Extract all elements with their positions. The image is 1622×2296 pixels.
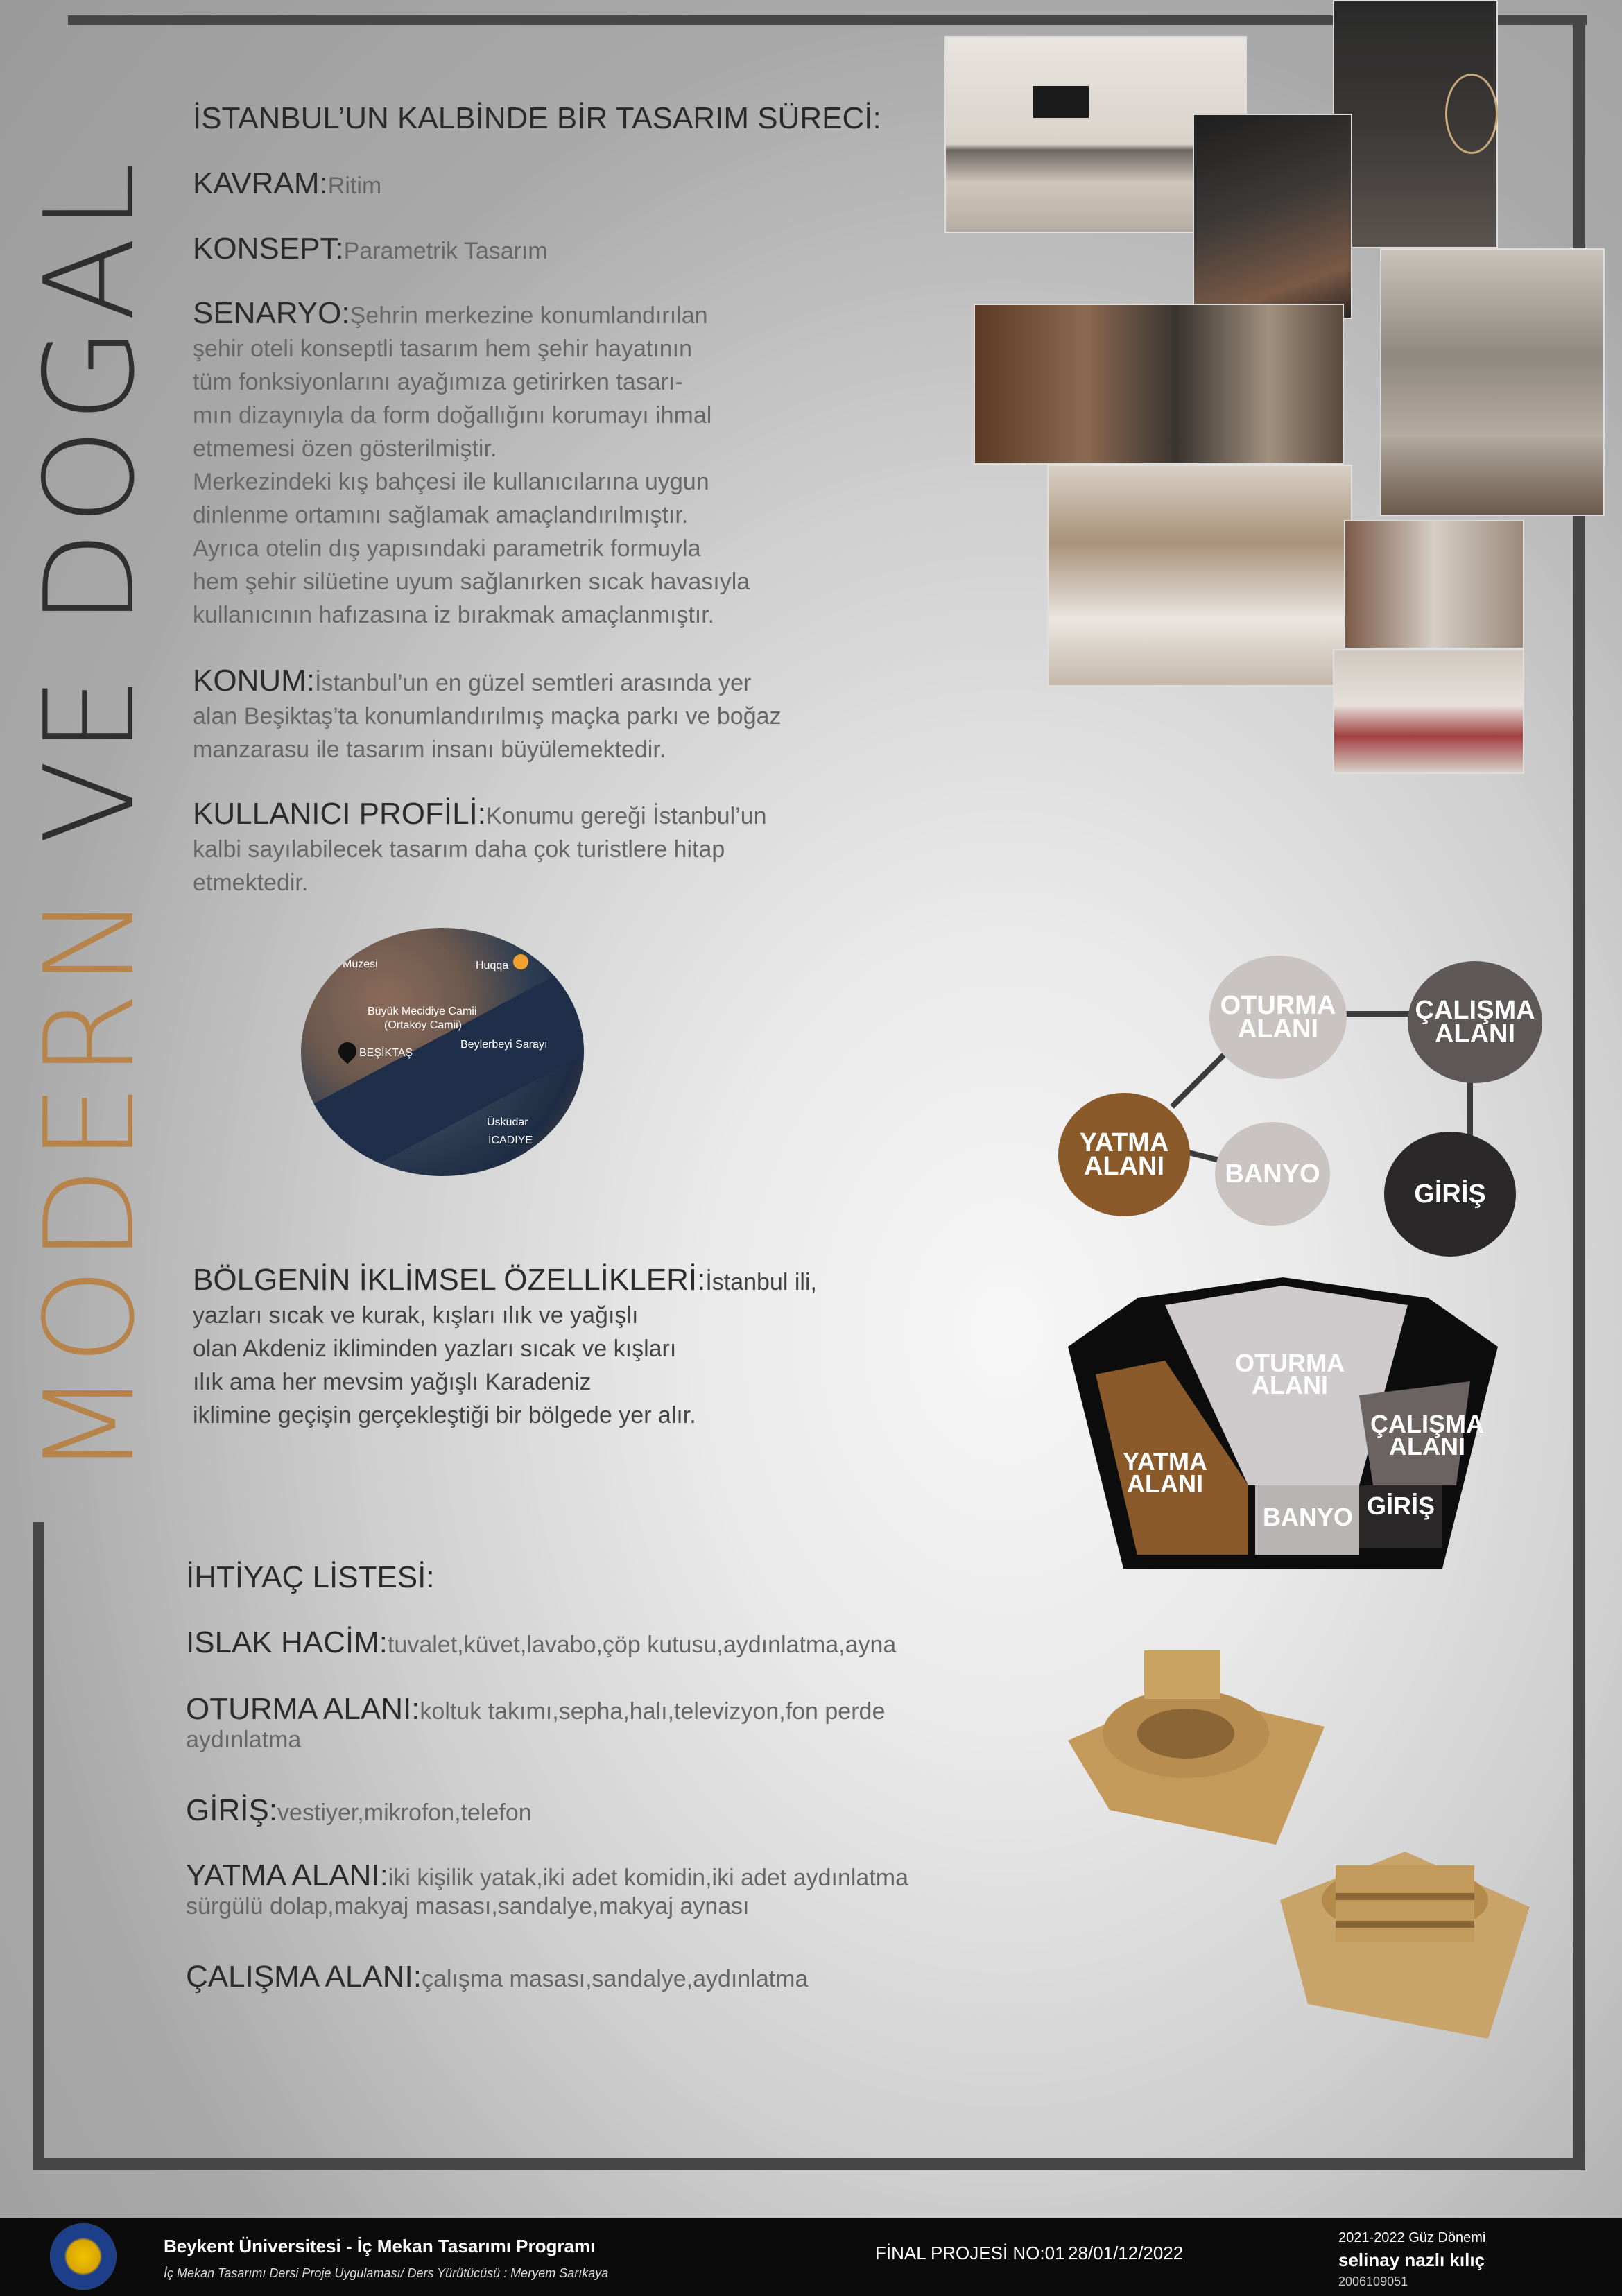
senaryo-line: Şehrin merkezine konumlandırılan xyxy=(350,302,708,329)
ihtiyac-item-value-2: aydınlatma xyxy=(186,1727,302,1753)
frame-left xyxy=(33,1522,44,2170)
konsept-label: KONSEPT: xyxy=(193,232,344,266)
senaryo-line: tüm fonksiyonlarını ayağımıza getirirken tasarı- xyxy=(193,369,683,395)
floor-plan xyxy=(1068,1277,1498,1569)
iklim-line: iklimine geçişin gerçekleştiği bir bölgede yer alır. xyxy=(193,1402,696,1428)
ihtiyac-item-value: koltuk takımı,sepha,halı,televizyon,fon perde xyxy=(420,1698,886,1725)
senaryo-line: şehir oteli konseptli tasarım hem şehir hayatının xyxy=(193,336,693,362)
iklim-line: ılık ama her mevsim yağışlı Karadeniz xyxy=(193,1369,592,1395)
ihtiyac-item-value: iki kişilik yatak,iki adet komidin,iki adet aydınlatma xyxy=(388,1865,909,1891)
vertical-title-rest: VE DOGAL xyxy=(18,157,162,889)
map-label: Huqqa xyxy=(476,960,509,972)
frame-bottom xyxy=(44,2158,1585,2170)
bubble-giris: GİRİŞ xyxy=(1384,1132,1516,1257)
ihtiyac-item-label: ISLAK HACİM: xyxy=(186,1625,388,1659)
konum-line: alan Beşiktaş’ta konumlandırılmış maçka parkı ve boğaz xyxy=(193,703,782,730)
plan-label-giris: GİRİŞ xyxy=(1366,1492,1435,1520)
interior-photo xyxy=(1047,465,1352,687)
senaryo-block xyxy=(193,297,886,632)
ihtiyac-title: İHTİYAÇ LİSTESİ: xyxy=(186,1560,435,1594)
map-water xyxy=(301,969,584,1176)
bubble-yatma: YATMA ALANI xyxy=(1058,1093,1190,1216)
footer-term: 2021-2022 Güz Dönemi xyxy=(1338,2230,1486,2245)
interior-photo xyxy=(1333,0,1498,248)
kullanici-block xyxy=(193,797,921,899)
ihtiyac-item xyxy=(186,1960,808,1994)
ihtiyac-item-label: ÇALIŞMA ALANI: xyxy=(186,1960,422,1994)
ihtiyac-item xyxy=(186,1793,532,1828)
iklim-line: yazları sıcak ve kurak, kışları ılık ve yağışlı xyxy=(193,1302,639,1329)
senaryo-line: dinlenme ortamını sağlamak amaçlandırılmıştır. xyxy=(193,502,689,528)
kullanici-label: KULLANICI PROFİLİ: xyxy=(193,797,487,831)
bubble-calisma: ÇALIŞMA ALANI xyxy=(1408,961,1542,1083)
plan-label-calisma: ÇALIŞMA ALANI xyxy=(1370,1410,1484,1460)
footer-date: 28/01/12/2022 xyxy=(1068,2243,1184,2263)
map-label: BEŞİKTAŞ xyxy=(359,1047,413,1059)
plan-label-banyo: BANYO xyxy=(1262,1503,1353,1531)
konsept-value: Parametrik Tasarım xyxy=(343,238,548,264)
ihtiyac-item-label: GİRİŞ: xyxy=(186,1793,278,1827)
model-photo xyxy=(1280,1831,1530,2046)
ihtiyac-item-value: çalışma masası,sandalye,aydınlatma xyxy=(421,1966,809,1992)
senaryo-label: SENARYO: xyxy=(193,296,350,330)
footer-university: Beykent Üniversitesi - İç Mekan Tasarımı Programı xyxy=(164,2236,596,2256)
senaryo-line: mın dizaynıyla da form doğallığını korumayı ihmal xyxy=(193,402,712,429)
konum-block xyxy=(193,664,921,766)
konum-line: İstanbul’un en güzel semtleri arasında yer xyxy=(315,670,752,696)
plan-label-oturma: OTURMA ALANI xyxy=(1235,1349,1345,1399)
footer-number: 2006109051 xyxy=(1338,2275,1408,2288)
footer-student: selinay nazlı kılıç xyxy=(1338,2250,1485,2270)
interior-photo xyxy=(1333,649,1524,774)
map-label: (Ortaköy Camii) xyxy=(384,1019,463,1031)
ihtiyac-item-value-2: sürgülü dolap,makyaj masası,sandalye,makyaj aynası xyxy=(186,1893,750,1919)
kavram-label: KAVRAM: xyxy=(193,166,328,200)
konum-label: KONUM: xyxy=(193,664,315,698)
ihtiyac-item-label: YATMA ALANI: xyxy=(186,1858,388,1892)
iklim-line: İstanbul ili, xyxy=(705,1269,817,1295)
map-label: Beylerbeyi Sarayı xyxy=(460,1039,548,1051)
kullanici-line: etmektedir. xyxy=(193,870,309,896)
interior-photo xyxy=(1380,248,1605,516)
senaryo-line: Merkezindeki kış bahçesi ile kullanıcılarına uygun xyxy=(193,469,709,495)
page-heading: İSTANBUL’UN KALBİNDE BİR TASARIM SÜRECİ: xyxy=(193,101,881,135)
ihtiyac-item-label: OTURMA ALANI: xyxy=(186,1692,420,1726)
ihtiyac-item-value: tuvalet,küvet,lavabo,çöp kutusu,aydınlatma,ayna xyxy=(387,1632,897,1658)
iklim-line: olan Akdeniz ikliminden yazları sıcak ve kışları xyxy=(193,1336,677,1362)
ihtiyac-item xyxy=(186,1858,908,1920)
map-label: İCADIYE xyxy=(488,1134,533,1146)
iklim-label: BÖLGENİN İKLİMSEL ÖZELLİKLERİ: xyxy=(193,1263,706,1297)
konsept-line xyxy=(193,232,548,266)
map-label: Büyük Mecidiye Camii xyxy=(368,1005,477,1017)
footer-project: FİNAL PROJESİ NO:01 xyxy=(875,2243,1065,2263)
senaryo-line: hem şehir silüetine uyum sağlanırken sıcak havasıyla xyxy=(193,569,750,595)
senaryo-line: etmemesi özen gösterilmiştir. xyxy=(193,435,497,462)
vertical-title xyxy=(18,21,162,1477)
senaryo-line: kullanıcının hafızasına iz bırakmak amaçlanmıştır. xyxy=(193,602,715,628)
university-logo-icon xyxy=(50,2223,117,2290)
bubble-banyo: BANYO xyxy=(1215,1122,1330,1226)
interior-photo xyxy=(1193,114,1352,319)
map-label: Üsküdar xyxy=(487,1116,528,1128)
footer-course: İç Mekan Tasarımı Dersi Proje Uygulaması/ Ders Yürütücüsü : Meryem Sarıkaya xyxy=(164,2266,609,2280)
plan-label-yatma: YATMA ALANI xyxy=(1122,1447,1207,1498)
footer xyxy=(0,2218,1622,2296)
kavram-line xyxy=(193,166,381,201)
interior-photo xyxy=(974,304,1344,465)
vertical-title-modern: MODERN xyxy=(18,888,162,1477)
map-label: Müzesi xyxy=(343,958,378,970)
interior-photo xyxy=(1344,520,1524,649)
kullanici-line: Konumu gereği İstanbul’un xyxy=(486,803,767,829)
map-pin-icon xyxy=(335,1039,361,1064)
konum-line: manzarasu ile tasarım insanı büyülemektedir. xyxy=(193,736,666,763)
map-marker-icon xyxy=(513,954,528,969)
ihtiyac-item xyxy=(186,1692,885,1754)
model-photo xyxy=(1068,1630,1325,1858)
kullanici-line: kalbi sayılabilecek tasarım daha çok turistlere hitap xyxy=(193,836,725,863)
location-map xyxy=(301,928,584,1176)
ihtiyac-item-value: vestiyer,mikrofon,telefon xyxy=(277,1799,532,1826)
bubble-oturma: OTURMA ALANI xyxy=(1209,956,1347,1079)
ihtiyac-item xyxy=(186,1625,896,1660)
iklim-block xyxy=(193,1263,956,1432)
kavram-value: Ritim xyxy=(327,173,382,199)
senaryo-line: Ayrıca otelin dış yapısındaki parametrik formuyla xyxy=(193,535,701,562)
